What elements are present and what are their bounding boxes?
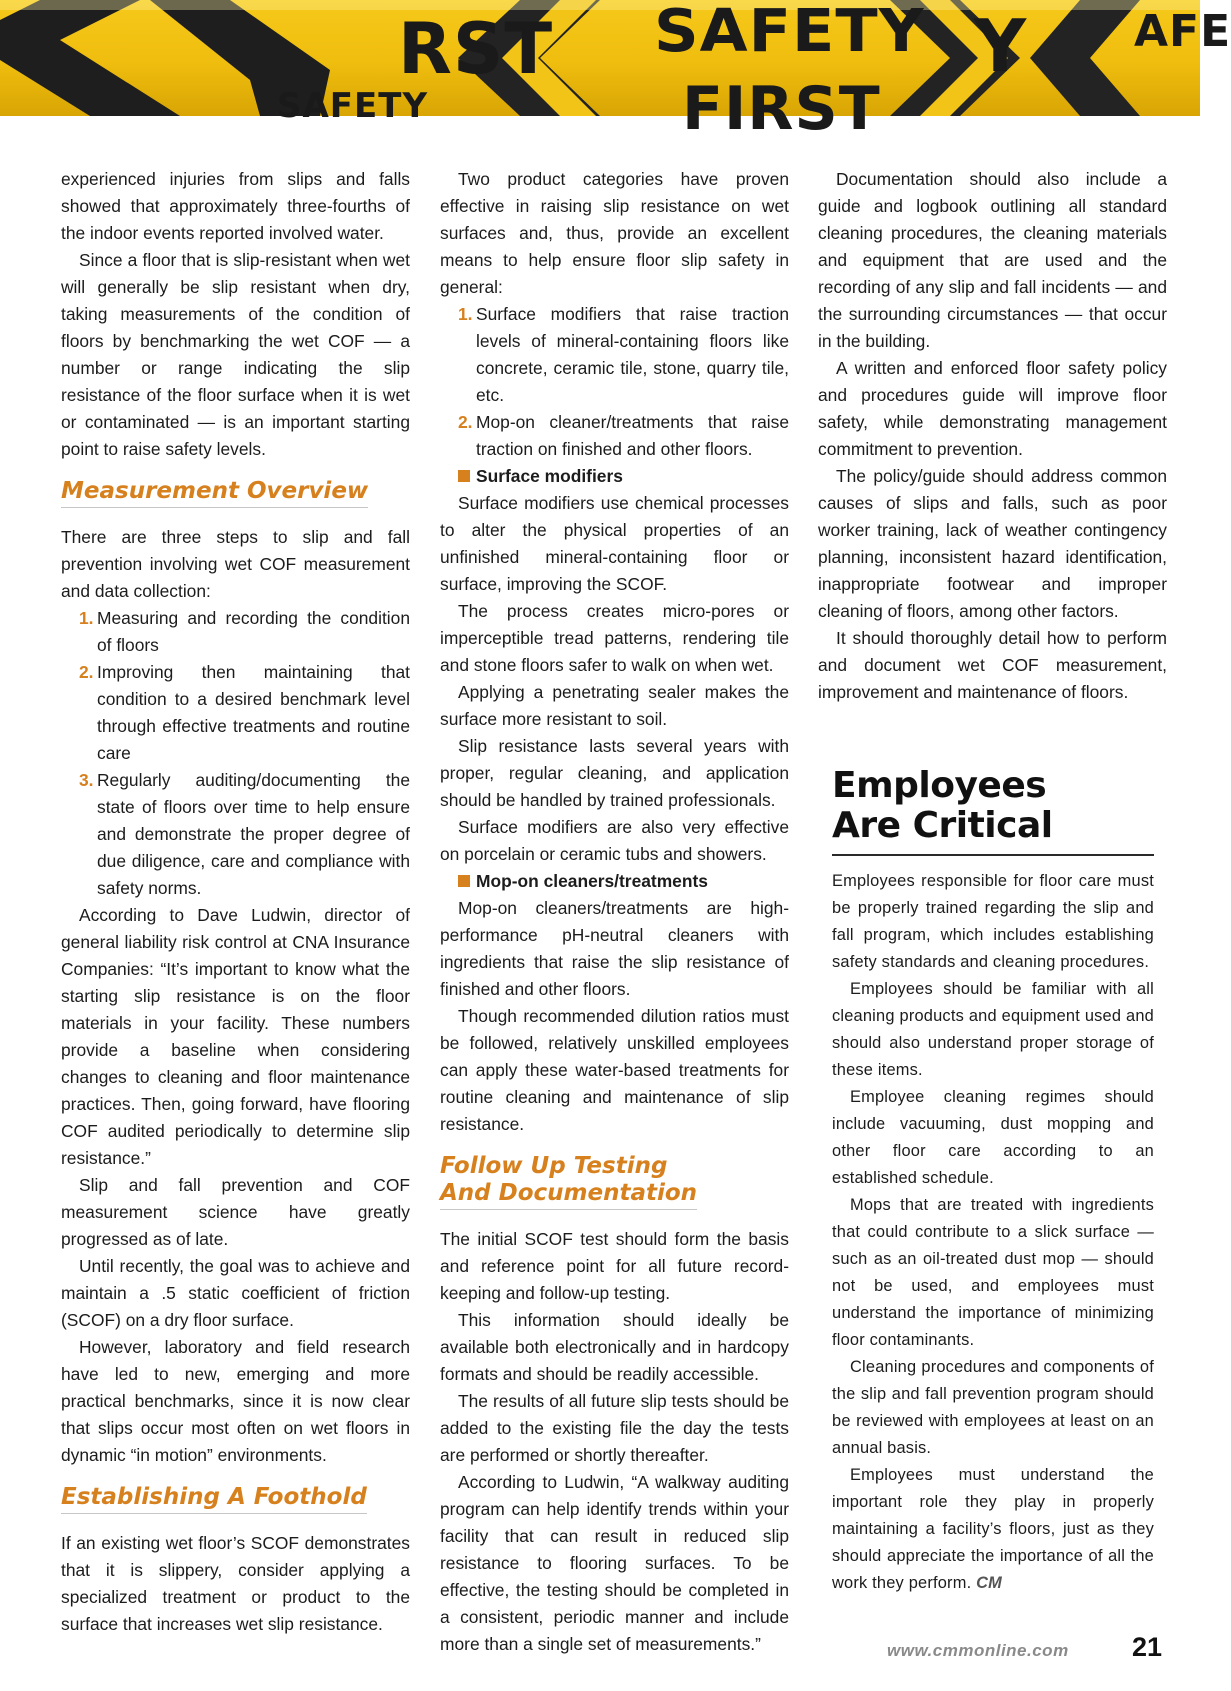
banner-sign-text: Y (974, 4, 1028, 88)
sidebar-title-line: Employees (832, 765, 1047, 806)
paragraph: Documentation should also include a guide and logbook outlining all standard cleaning procedures, the cleaning materials and equipment that are used and the recording of any slip and fall incidents — and the surrounding circumstances — that occur in the building. (818, 169, 1167, 351)
section-heading: Establishing A Foothold (61, 1484, 367, 1514)
paragraph: According to Dave Ludwin, director of general liability risk control at CNA Insurance Companies: “It’s important to know what the starting slip resistance is on the floor materials in your facility. These numbers provide a baseline when considering changes to cleaning and floor maintenance practices. Then, going forward, have flooring COF audited periodically to determine slip resistance.” (61, 905, 410, 1168)
sub-heading-text: Surface modifiers (476, 466, 623, 486)
page-number: 21 (1132, 1632, 1163, 1662)
paragraph: Surface modifiers are also very effective on porcelain or ceramic tubs and showers. (440, 817, 789, 864)
sub-heading (440, 463, 789, 490)
list-item (61, 659, 410, 767)
paragraph: Since a floor that is slip-resistant when wet will generally be slip resistant when dry, taking measurements of the condition of floors by benchmarking the wet COF — a number or range indicating the slip resistance of the floor surface when it is wet or contaminated — is an important starting point to raise safety levels. (61, 250, 410, 459)
paragraph: Slip resistance lasts several years with proper, regular cleaning, and application should be handled by trained professionals. (440, 736, 789, 810)
list-number: 1. (79, 608, 94, 628)
steps-list (61, 605, 410, 902)
paragraph: Mop-on cleaners/treatments are high-performance pH-neutral cleaners with ingredients that raise the slip resistance of finished and other floors. (440, 898, 789, 999)
list-text: Measuring and recording the condition of floors (97, 608, 410, 655)
paragraph: Employee cleaning regimes should include vacuuming, dust mopping and other floor care according to an established schedule. (832, 1088, 1154, 1187)
paragraph: Until recently, the goal was to achieve and maintain a .5 static coefficient of friction (SCOF) on a dry floor surface. (61, 1256, 410, 1330)
paragraph: There are three steps to slip and fall prevention involving wet COF measurement and data collection: (61, 527, 410, 601)
list-item (440, 409, 789, 463)
section-heading (440, 1153, 697, 1210)
sidebar-box (832, 766, 1154, 1597)
sidebar-body (832, 868, 1154, 1597)
list-number: 2. (458, 412, 473, 432)
paragraph: The initial SCOF test should form the basis and reference point for all future record-keeping and follow-up testing. (440, 1229, 789, 1303)
list-item (61, 605, 410, 659)
paragraph: Two product categories have proven effective in raising slip resistance on wet surfaces and, thus, provide an excellent means to help ensure floor slip safety in general: (440, 169, 789, 297)
sidebar-title-line: Are Critical (832, 805, 1053, 846)
section-heading: Measurement Overview (61, 478, 368, 508)
paragraph: Mops that are treated with ingredients that could contribute to a slick surface — such as an oil-treated dust mop — should not be used, and employees must understand the importance of minimizing floor contaminants. (832, 1196, 1154, 1349)
list-text: Surface modifiers that raise traction levels of mineral-containing floors like concrete, ceramic tile, stone, quarry tile, etc. (476, 304, 789, 405)
banner-sign-text: SAFETY (277, 86, 429, 126)
list-number: 2. (79, 662, 94, 682)
sub-heading-text: Mop-on cleaners/treatments (476, 871, 708, 891)
end-tag: CM (976, 1574, 1002, 1592)
list-number: 1. (458, 304, 473, 324)
section-heading-line: And Documentation (440, 1180, 698, 1206)
sidebar-title (832, 766, 1154, 856)
paragraph: Employees responsible for floor care must be properly trained regarding the slip and fall program, which includes establishing safety standards and cleaning procedures. (832, 872, 1154, 971)
paragraph: Employees should be familiar with all cleaning products and equipment used and should also understand proper storage of these items. (832, 980, 1154, 1079)
banner-sign-text: FIRST (682, 74, 881, 144)
banner-sign-text: RST (398, 8, 554, 90)
paragraph: The process creates micro-pores or imperceptible tread patterns, rendering tile and stone floors safer to walk on when wet. (440, 601, 789, 675)
product-categories-list (440, 301, 789, 463)
paragraph (832, 1462, 1154, 1597)
article-column-1 (61, 166, 410, 1638)
bullet-square-icon (458, 875, 470, 887)
paragraph-text: Employees must understand the important role they play in properly maintaining a facility’s floors, just as they should appreciate the importance of all the work they perform. (832, 1466, 1154, 1592)
website-url[interactable]: www.cmmonline.com (887, 1641, 1069, 1660)
paragraph: Though recommended dilution ratios must be followed, relatively unskilled employees can apply these water-based treatments for routine cleaning and maintenance of slip resistance. (440, 1006, 789, 1134)
paragraph: According to Ludwin, “A walkway auditing program can help identify trends within your facility that can result in reduced slip resistance to flooring surfaces. To be effective, the testing should be completed in a consistent, periodic manner and include more than a single set of measurements.” (440, 1472, 789, 1654)
list-text: Regularly auditing/documenting the state of floors over time to help ensure and demonstrate the proper degree of due diligence, care and compliance with safety norms. (97, 770, 410, 898)
paragraph: The results of all future slip tests should be added to the existing file the day the tests are performed or shortly thereafter. (440, 1391, 789, 1465)
header-banner (0, 0, 1231, 144)
paragraph: This information should ideally be available both electronically and in hardcopy formats and should be readily accessible. (440, 1310, 789, 1384)
article-column-3 (818, 166, 1167, 706)
paragraph: The policy/guide should address common causes of slips and falls, such as poor worker training, lack of weather contingency planning, inconsistent hazard identification, inappropriate footwear and improper cleaning of floors, among other factors. (818, 466, 1167, 621)
list-item (61, 767, 410, 902)
sub-heading (440, 868, 789, 895)
article-column-2 (440, 166, 789, 1658)
paragraph: Cleaning procedures and components of the slip and fall prevention program should be reviewed with employees at least on an annual basis. (832, 1358, 1154, 1457)
paragraph: It should thoroughly detail how to perform and document wet COF measurement, improvement and maintenance of floors. (818, 628, 1167, 702)
list-text: Mop-on cleaner/treatments that raise traction on finished and other floors. (476, 412, 789, 459)
paragraph: experienced injuries from slips and falls showed that approximately three-fourths of the indoor events reported involved water. (61, 169, 410, 243)
list-item (440, 301, 789, 409)
paragraph: However, laboratory and field research have led to new, emerging and more practical benchmarks, since it is now clear that slips occur most often on wet floors in dynamic “in motion” environments. (61, 1337, 410, 1465)
paragraph: If an existing wet floor’s SCOF demonstrates that it is slippery, consider applying a specialized treatment or product to the surface that increases wet slip resistance. (61, 1533, 410, 1634)
section-heading-line: Follow Up Testing (440, 1153, 668, 1179)
paragraph: Slip and fall prevention and COF measurement science have greatly progressed as of late. (61, 1175, 410, 1249)
paragraph: A written and enforced floor safety policy and procedures guide will improve floor safety, while demonstrating management commitment to prevention. (818, 358, 1167, 459)
paragraph: Applying a penetrating sealer makes the surface more resistant to soil. (440, 682, 789, 729)
banner-sign-text: SAFETY (654, 0, 925, 66)
list-text: Improving then maintaining that condition to a desired benchmark level through effective treatments and routine care (97, 662, 410, 763)
paragraph: Surface modifiers use chemical processes to alter the physical properties of an unfinished mineral-containing floor or surface, improving the SCOF. (440, 493, 789, 594)
bullet-square-icon (458, 470, 470, 482)
banner-sign-text: AFE (1134, 6, 1231, 57)
list-number: 3. (79, 770, 94, 790)
